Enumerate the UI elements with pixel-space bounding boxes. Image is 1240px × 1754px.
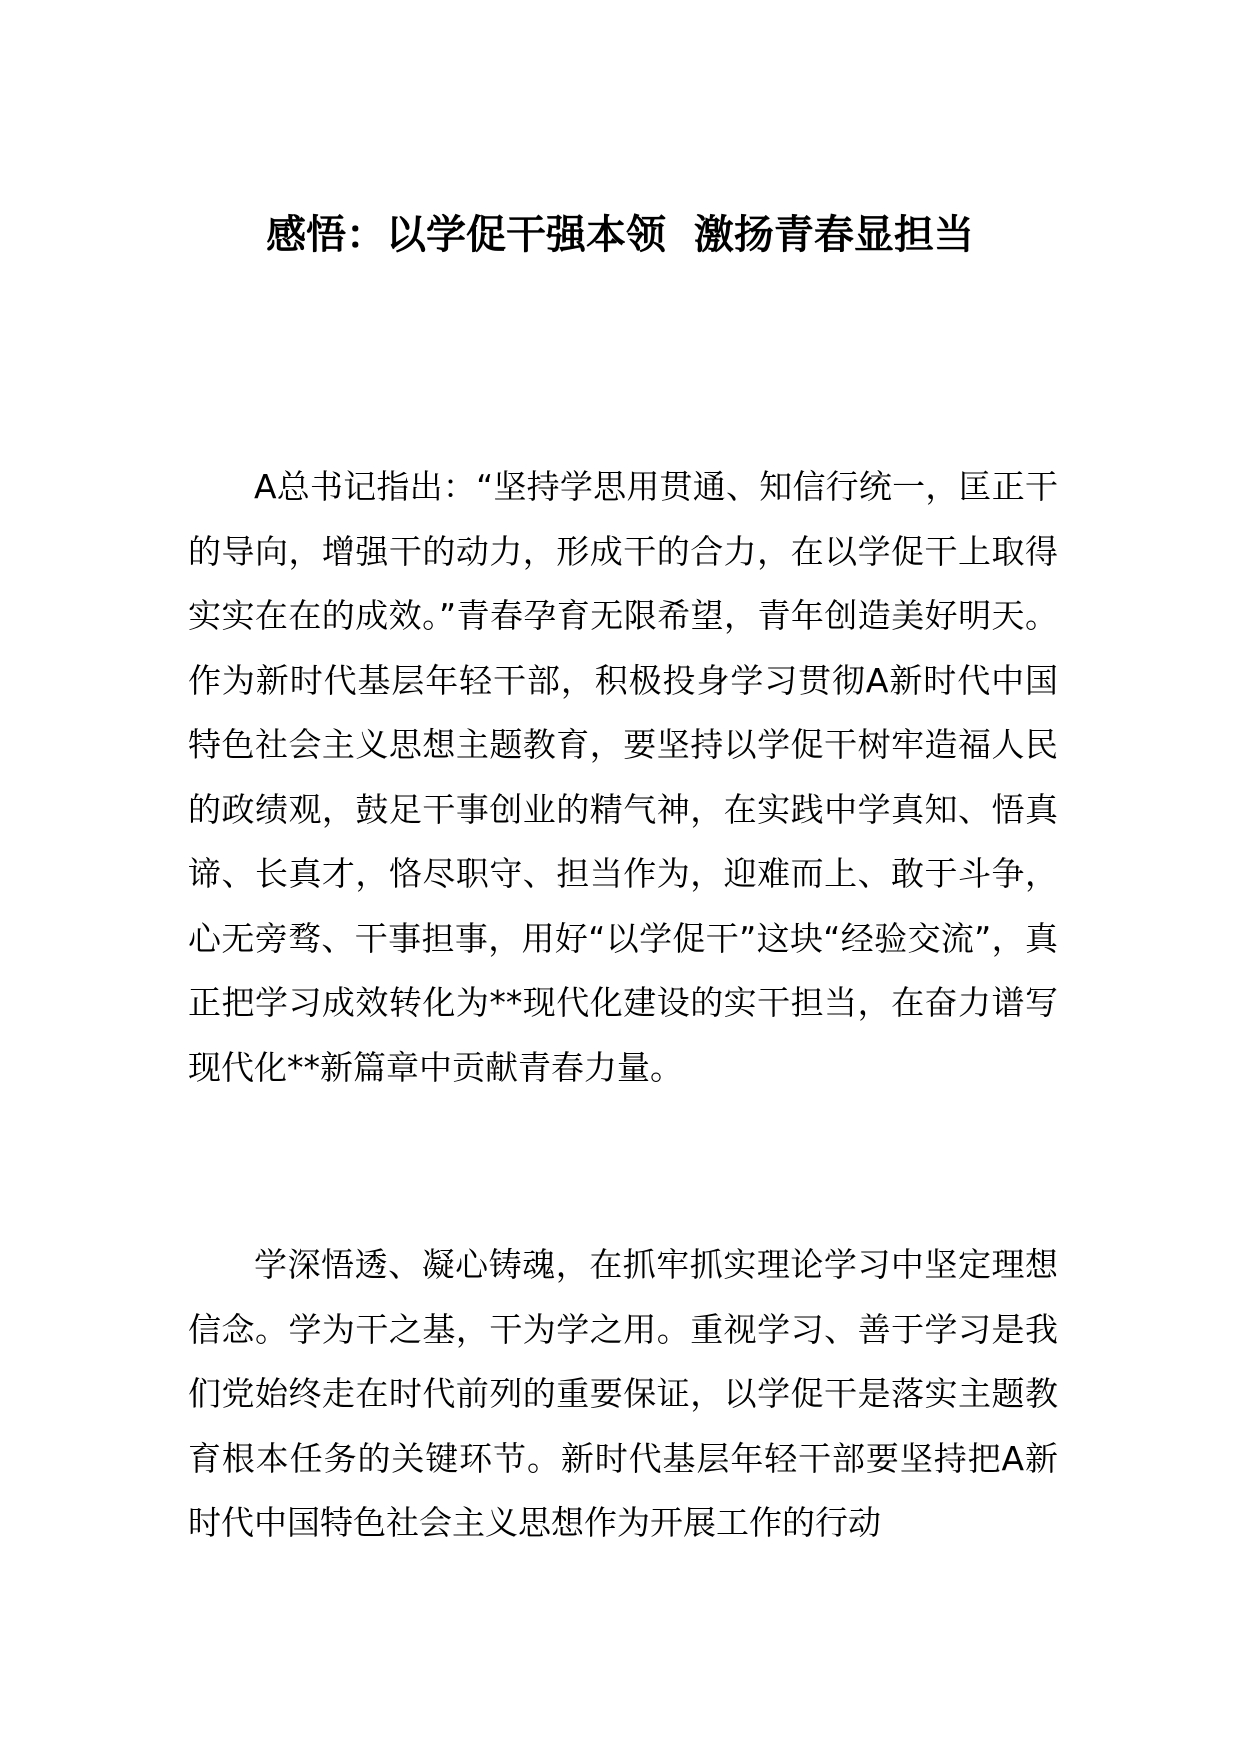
paragraph-1: A总书记指出：“坚持学思用贯通、知信行统一，匡正干的导向，增强干的动力，形成干的合力，在以学促干上取得实实在在的成效。”青春孕育无限希望，青年创造美好明天。作为新时代基层年轻干部，积极投身学习贯彻A新时代中国特色社会主义思想主题教育，要坚持以学促干树牢造福人民的政绩观，鼓足干事创业的精气神，在实践中学真知、悟真谛、长真才，恪尽职守、担当作为，迎难而上、敢于斗争，心无旁骛、干事担事，用好“以学促干”这块“经验交流”，真正把学习成效转化为**现代化建设的实干担当，在奋力谱写现代化**新篇章中贡献青春力量。 <box>188 467 1058 1087</box>
paragraph-2: 学深悟透、凝心铸魂，在抓牢抓实理论学习中坚定理想信念。学为干之基，干为学之用。重视学习、善于学习是我们党始终走在时代前列的重要保证，以学促干是落实主题教育根本任务的关键环节。新时代基层年轻干部要坚持把A新时代中国特色社会主义思想作为开展工作的行动 <box>188 1245 1058 1542</box>
document-title: 感悟：以学促干强本领 激扬青春显担当 <box>266 212 974 258</box>
